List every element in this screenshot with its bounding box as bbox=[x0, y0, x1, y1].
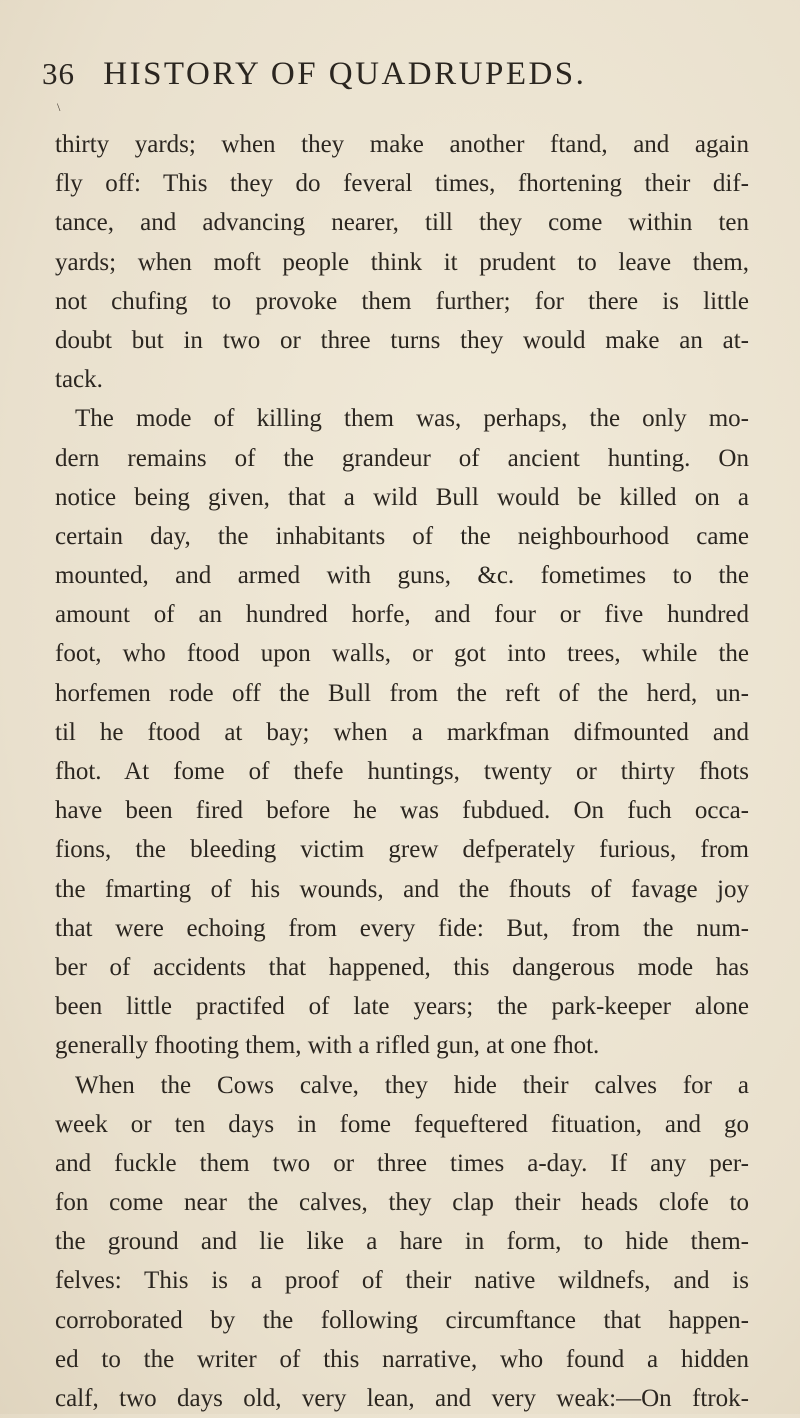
text-line: have been fired before he was fubdued. On fuch occa- bbox=[55, 797, 749, 825]
text-line: dern remains of the grandeur of ancient hunting. On bbox=[55, 444, 749, 472]
text-line: been little practifed of late years; the park-keeper alone bbox=[55, 993, 749, 1021]
text-line: calf, two days old, very lean, and very weak:—On ftrok- bbox=[55, 1385, 749, 1412]
text-line: fhot. At fome of thefe huntings, twenty or thirty fhots bbox=[55, 758, 749, 785]
text-line: notice being given, that a wild Bull would be killed on a bbox=[55, 483, 749, 511]
text-line: horfemen rode off the Bull from the reft of the herd, un- bbox=[55, 679, 749, 707]
text-line: the ground and lie like a hare in form, to hide them- bbox=[55, 1228, 749, 1256]
text-line: ber of accidents that happened, this dangerous mode has bbox=[55, 953, 749, 981]
text-line: til he ftood at bay; when a markfman difmounted and bbox=[55, 718, 749, 746]
body-text bbox=[55, 125, 749, 1418]
text-line: tack. bbox=[55, 366, 103, 394]
text-line: ed to the writer of this narrative, who found a hidden bbox=[55, 1345, 749, 1373]
text-line: that were echoing from every fide: But, from the num- bbox=[55, 914, 749, 942]
text-line: When the Cows calve, they hide their calves for a bbox=[75, 1071, 749, 1099]
text-line: The mode of killing them was, perhaps, the only mo- bbox=[75, 405, 749, 433]
text-line: fly off: This they do feveral times, fhortening their dif- bbox=[55, 170, 749, 198]
text-line: certain day, the inhabitants of the neighbourhood came bbox=[55, 522, 749, 550]
text-line: tance, and advancing nearer, till they come within ten bbox=[55, 209, 749, 237]
text-line: felves: This is a proof of their native wildnefs, and is bbox=[55, 1267, 749, 1295]
text-line: week or ten days in fome fequeftered fituation, and go bbox=[55, 1110, 749, 1138]
running-header bbox=[42, 56, 742, 106]
text-line: thirty yards; when they make another ftand, and again bbox=[55, 131, 749, 158]
text-line: foot, who ftood upon walls, or got into trees, while the bbox=[55, 640, 749, 668]
page-number: 36 bbox=[42, 56, 75, 91]
text-line: corroborated by the following circumftance that happen- bbox=[55, 1306, 749, 1334]
running-title: HISTORY OF QUADRUPEDS. bbox=[103, 56, 587, 92]
text-line: and fuckle them two or three times a-day. If any per- bbox=[55, 1149, 749, 1177]
text-line: doubt but in two or three turns they would make an at- bbox=[55, 326, 749, 354]
margin-mark: \ bbox=[57, 100, 61, 114]
text-line: not chufing to provoke them further; for there is little bbox=[55, 287, 749, 315]
text-line: yards; when moft people think it prudent to leave them, bbox=[55, 248, 749, 276]
text-line: fon come near the calves, they clap their heads clofe to bbox=[55, 1189, 749, 1217]
text-line: mounted, and armed with guns, &c. fometimes to the bbox=[55, 562, 749, 590]
text-line: generally fhooting them, with a rifled gun, at one fhot. bbox=[55, 1032, 600, 1060]
text-line: amount of an hundred horfe, and four or five hundred bbox=[55, 601, 749, 629]
text-line: fions, the bleeding victim grew defperately furious, from bbox=[55, 836, 749, 864]
text-line: the fmarting of his wounds, and the fhouts of favage joy bbox=[55, 875, 749, 903]
